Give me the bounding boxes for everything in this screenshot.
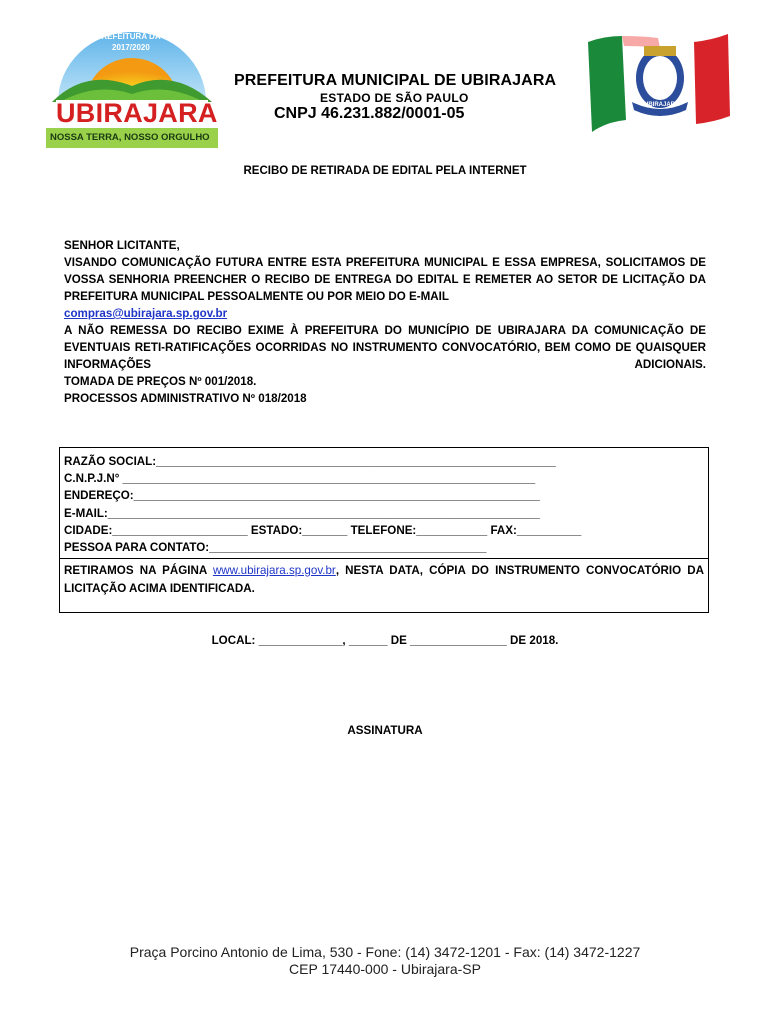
processo-administrativo: PROCESSOS ADMINISTRATIVO Nº 018/2018 bbox=[64, 392, 307, 405]
body-text bbox=[64, 237, 706, 407]
header-title: PREFEITURA MUNICIPAL DE UBIRAJARA bbox=[234, 72, 557, 89]
paragraph-notice: A NÃO REMESSA DO RECIBO EXIME À PREFEITURA DO MUNICÍPIO DE UBIRAJARA DA COMUNICAÇÃO DE EVENTUAIS RETI-RATIFICAÇÕES OCORRIDAS NO INSTRUMENTO CONVOCATÓRIO, BEM COMO DE QUAISQUER INFORMAÇÕES ADICIONAIS. bbox=[64, 324, 706, 371]
retiramos-prefix: RETIRAMOS NA PÁGINA bbox=[64, 564, 213, 577]
email-link[interactable]: compras@ubirajara.sp.gov.br bbox=[64, 307, 228, 320]
logo-arc-text: PREFEITURA DA CIDADE bbox=[96, 32, 194, 41]
document-title: RECIBO DE RETIRADA DE EDITAL PELA INTERNET bbox=[243, 165, 527, 177]
form-divider bbox=[60, 558, 708, 559]
header-state: ESTADO DE SÃO PAULO bbox=[320, 91, 469, 105]
footer-address: Praça Porcino Antonio de Lima, 530 - Fone: (14) 3472-1201 - Fax: (14) 3472-1227 bbox=[129, 944, 641, 960]
receipt-form bbox=[59, 447, 709, 613]
flag-graphic bbox=[582, 24, 734, 136]
signature-label: ASSINATURA bbox=[347, 724, 423, 737]
cidade-estado-telefone-fax-field[interactable]: CIDADE:_____________________ ESTADO:_______ TELEFONE:___________ FAX:__________ bbox=[64, 523, 582, 537]
footer-cep: CEP 17440-000 - Ubirajara-SP bbox=[289, 961, 481, 977]
logo-city-name: UBIRAJARA bbox=[56, 98, 218, 128]
endereco-field[interactable]: ENDEREÇO:_______________________________________________________________ bbox=[64, 489, 540, 503]
local-date-line: LOCAL: _____________, ______ DE _______________ DE 2018. bbox=[211, 634, 559, 647]
retiramos-suffix: , NESTA DATA, CÓPIA DO INSTRUMENTO CONVOCATÓRIO DA LICITAÇÃO ACIMA IDENTIFICADA. bbox=[64, 564, 704, 595]
pessoa-contato-field[interactable]: PESSOA PARA CONTATO:___________________________________________ bbox=[64, 541, 487, 555]
salutation: SENHOR LICITANTE, bbox=[64, 239, 180, 252]
city-flag bbox=[582, 24, 734, 136]
flag-text: UBIRAJARA bbox=[644, 102, 680, 108]
cnpj-field[interactable]: C.N.P.J.N° ________________________________________________________________ bbox=[64, 472, 536, 486]
paragraph-request: VISANDO COMUNICAÇÃO FUTURA ENTRE ESTA PREFEITURA MUNICIPAL E ESSA EMPRESA, SOLICITAMOS DE VOSSA SENHORIA PREENCHER O RECIBO DE ENTREGA DO EDITAL E REMETER AO SETOR DE LICITAÇÃO DA PREFEITURA MUNICIPAL PESSOALMENTE OU POR MEIO DO E-MAIL bbox=[64, 256, 706, 303]
logo-slogan: NOSSA TERRA, NOSSO ORGULHO bbox=[50, 132, 210, 143]
header-cnpj: CNPJ 46.231.882/0001-05 bbox=[274, 105, 465, 122]
razao-social-field[interactable]: RAZÃO SOCIAL:______________________________________________________________ bbox=[64, 455, 556, 468]
tomada-de-precos: TOMADA DE PREÇOS Nº 001/2018. bbox=[64, 375, 257, 388]
retiramos-statement bbox=[64, 562, 704, 598]
website-link[interactable]: www.ubirajara.sp.gov.br bbox=[212, 564, 336, 577]
email-field[interactable]: E-MAIL:___________________________________________________________________ bbox=[64, 506, 540, 520]
city-logo bbox=[46, 28, 218, 150]
logo-years: 2017/2020 bbox=[112, 43, 150, 52]
